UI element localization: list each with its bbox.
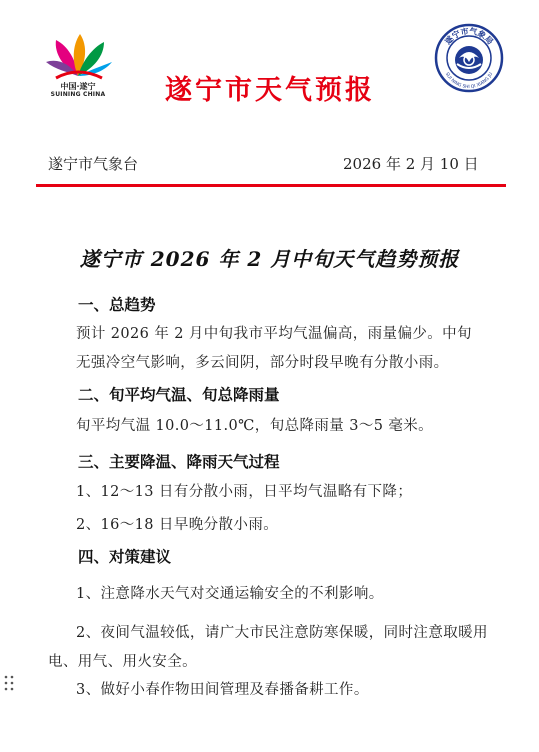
section-heading-recommendations: 四、对策建议 bbox=[78, 548, 172, 566]
seal-emblem-icon bbox=[433, 22, 505, 94]
section-heading-weather-processes: 三、主要降温、降雨天气过程 bbox=[78, 453, 280, 471]
meteorological-bureau-seal bbox=[433, 22, 505, 94]
page-title: 遂宁市天气预报 bbox=[165, 75, 375, 106]
logo-chinese-text: 中国·遂宁 bbox=[60, 82, 96, 91]
logo-english-text: SUINING CHINA bbox=[50, 91, 106, 98]
section-paragraph-temperature-rainfall: 旬平均气温 10.0～11.0℃，旬总降雨量 3～5 毫米。 bbox=[76, 418, 434, 434]
document-title: 遂宁市 2026 年 2 月中旬天气趋势预报 bbox=[79, 247, 460, 271]
flower-logo-icon bbox=[42, 32, 114, 82]
issuing-organization: 遂宁市气象台 bbox=[48, 155, 139, 173]
list-item: 2、16～18 日早晚分散小雨。 bbox=[76, 517, 279, 533]
svg-text:SUI NING SHI QI XIANG JU: SUI NING SHI QI XIANG JU bbox=[443, 71, 495, 91]
drag-handle-icon[interactable] bbox=[3, 673, 15, 693]
list-item: 3、做好小春作物田间管理及春播备耕工作。 bbox=[76, 682, 369, 698]
section-paragraph-overall-trend: 预计 2026 年 2 月中旬我市平均气温偏高，雨量偏少。中旬无强冷空气影响，多云间阴，部分时段早晚有分散小雨。 bbox=[76, 326, 472, 371]
issue-date: 2026 年 2 月 10 日 bbox=[343, 155, 479, 173]
suining-china-logo bbox=[38, 32, 118, 102]
section-heading-overall-trend: 一、总趋势 bbox=[78, 296, 156, 314]
list-item: 1、12～13 日有分散小雨，日平均气温略有下降； bbox=[76, 484, 413, 500]
list-item: 2、夜间气温较低，请广大市民注意防寒保暖，同时注意取暖用电、用气、用火安全。 bbox=[48, 625, 488, 670]
red-divider-line bbox=[36, 184, 506, 187]
section-heading-temperature-rainfall: 二、旬平均气温、旬总降雨量 bbox=[78, 386, 280, 404]
list-item: 1、注意降水天气对交通运输安全的不利影响。 bbox=[76, 586, 384, 602]
svg-text:遂宁市气象局: 遂宁市气象局 bbox=[443, 26, 495, 47]
